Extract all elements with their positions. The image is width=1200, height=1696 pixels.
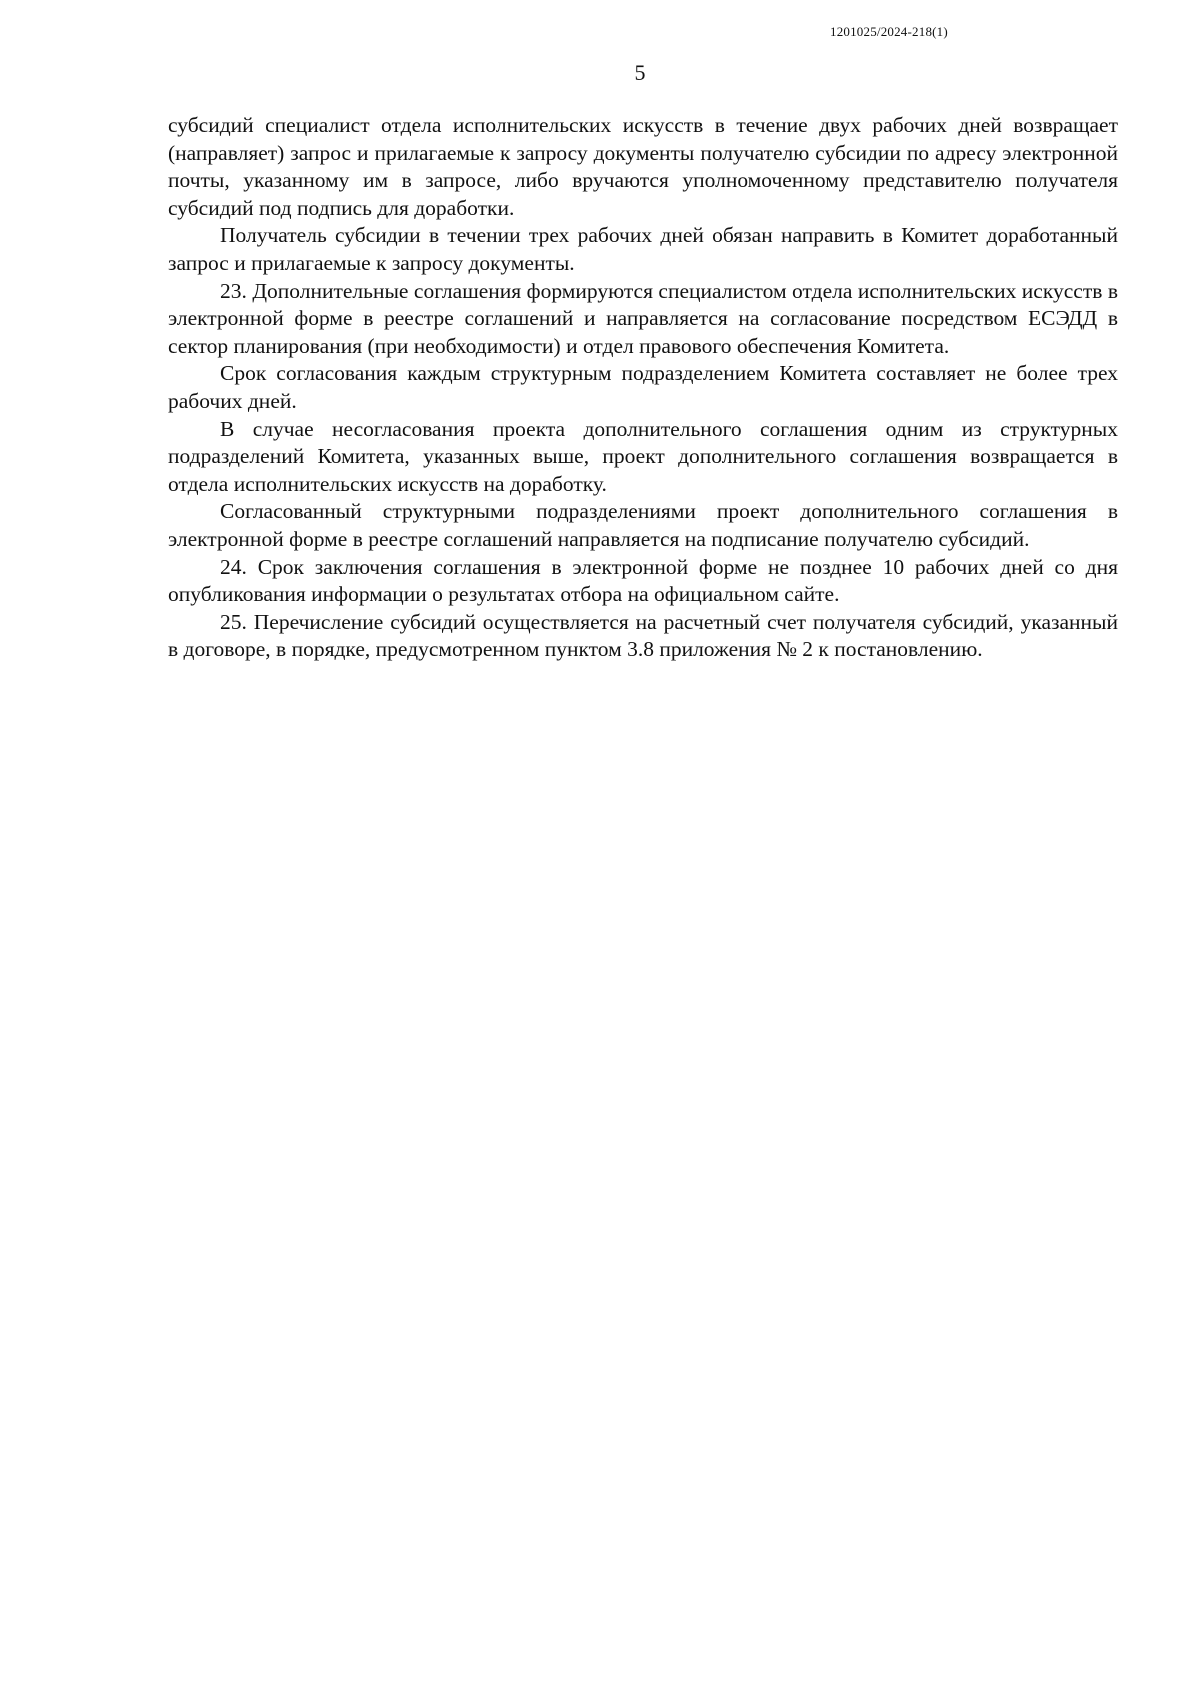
paragraph-approval-term: Срок согласования каждым структурным подразделением Комитета составляет не более трех рабочих дней. — [168, 361, 1118, 413]
paragraph-recipient-deadline: Получатель субсидии в течении трех рабочих дней обязан направить в Комитет доработанный запрос и прилагаемые к запросу документы. — [168, 223, 1118, 275]
paragraph-disagreement: В случае несогласования проекта дополнительного соглашения одним из структурных подразделений Комитета, указанных выше, проект дополнительного соглашения возвращается в отдела исполнительских искусств на доработку. — [168, 416, 1118, 496]
paragraph-item-23: 23. Дополнительные соглашения формируются специалистом отдела исполнительских искусств в электронной форме в реестре соглашений и направляется на согласование посредством ЕСЭДД в сектор планирования (при необходимости) и отдел правового обеспечения Комитета. — [168, 278, 1118, 358]
paragraph-agreed-draft: Согласованный структурными подразделениями проект дополнительного соглашения в электронной форме в реестре соглашений направляется на подписание получателю субсидий. — [168, 499, 1118, 551]
paragraph-continuation: субсидий специалист отдела исполнительских искусств в течение двух рабочих дней возвращает (направляет) запрос и прилагаемые к запросу документы получателю субсидии по адресу электронной почты, указанному им в запросе, либо вручаются уполномоченному представителю получателя субсидий под подпись для доработки. — [168, 113, 1118, 220]
paragraph-item-25: 25. Перечисление субсидий осуществляется на расчетный счет получателя субсидий, указанный в договоре, в порядке, предусмотренном пунктом 3.8 приложения № 2 к постановлению. — [168, 609, 1118, 662]
document-body — [168, 112, 1118, 664]
page-number: 5 — [634, 60, 646, 85]
paragraph-item-24: 24. Срок заключения соглашения в электронной форме не позднее 10 рабочих дней со дня опубликования информации о результатах отбора на официальном сайте. — [168, 554, 1118, 607]
document-code: 1201025/2024-218(1) — [830, 24, 948, 39]
